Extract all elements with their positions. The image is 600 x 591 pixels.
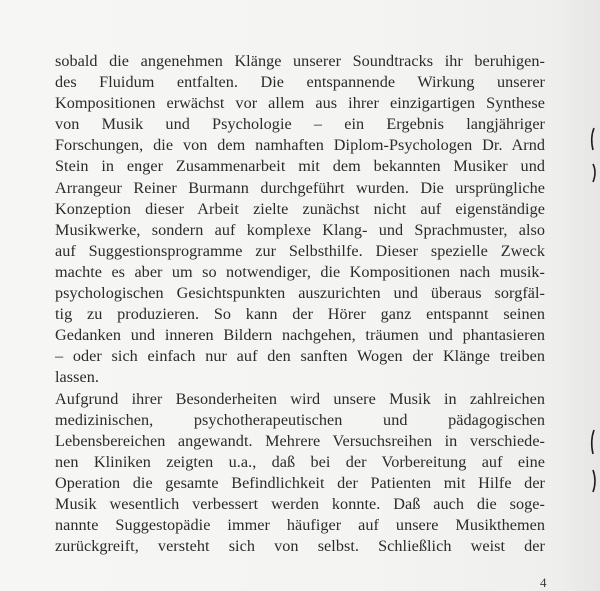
paragraph	[55, 51, 545, 389]
text-line: von Musik und Psychologie – ein Ergebnis langjähriger	[55, 115, 545, 134]
text-line: auf Suggestionsprogramme zur Selbsthilfe. Dieser spezielle Zweck	[55, 241, 545, 260]
text-line: medizinischen, psychotherapeutischen und pädagogischen	[55, 410, 545, 429]
text-line: zurückgreift, versteht sich von selbst. Schließlich weist der	[55, 537, 545, 556]
edge-mark-icon	[593, 164, 595, 182]
body-text	[55, 51, 545, 557]
text-line: psychologischen Gesichtspunkten auszurichten und überaus sorgfäl-	[55, 284, 545, 303]
text-line: Aufgrund ihrer Besonderheiten wird unsere Musik in zahlreichen	[55, 389, 545, 408]
paragraph	[55, 389, 545, 558]
text-line: nannte Suggestopädie immer häufiger auf unsere Musikthemen	[55, 516, 545, 535]
text-line: Lebensbereichen angewandt. Mehrere Versuchsreihen in verschiede-	[55, 431, 545, 450]
text-line: machte es aber um so notwendiger, die Kompositionen nach musik-	[55, 262, 545, 281]
text-line: Musik wesentlich verbessert werden konnte. Daß auch die soge-	[55, 494, 545, 513]
text-line: tig zu produzieren. So kann der Hörer ganz entspannt seinen	[55, 305, 545, 324]
edge-mark-icon	[593, 470, 595, 492]
text-line: – oder sich einfach nur auf den sanften Wogen der Klänge treiben	[55, 347, 545, 366]
text-line: Stein in enger Zusammenarbeit mit dem bekannten Musiker und	[55, 157, 545, 176]
text-line: des Fluidum entfalten. Die entspannende Wirkung unserer	[55, 73, 545, 92]
text-line: Operation die gesamte Befindlichkeit der Patienten mit Hilfe der	[55, 473, 545, 492]
text-line: Kompositionen erwächst vor allem aus ihrer einzigartigen Synthese	[55, 94, 545, 113]
edge-mark-icon	[592, 430, 594, 454]
edge-mark-icon	[592, 128, 594, 150]
edge-marks	[580, 0, 600, 591]
text-line: Gedanken und inneren Bildern nachgehen, träumen und phantasieren	[55, 326, 545, 345]
text-line: nen Kliniken zeigten u.a., daß bei der Vorbereitung auf eine	[55, 452, 545, 471]
text-line: Arrangeur Reiner Burmann durchgeführt wurden. Die ursprüngliche	[55, 178, 545, 197]
text-line: Konzeption dieser Arbeit zielte zunächst nicht auf eigenständige	[55, 199, 545, 218]
text-line: lassen.	[55, 368, 99, 387]
page-number: 4	[540, 575, 547, 590]
text-line: Musikwerke, sondern auf komplexe Klang- und Sprachmuster, also	[55, 220, 545, 239]
text-line: sobald die angenehmen Klänge unserer Soundtracks ihr beruhigen-	[55, 52, 545, 70]
text-line: Forschungen, die von dem namhaften Diplom-Psychologen Dr. Arnd	[55, 136, 545, 155]
